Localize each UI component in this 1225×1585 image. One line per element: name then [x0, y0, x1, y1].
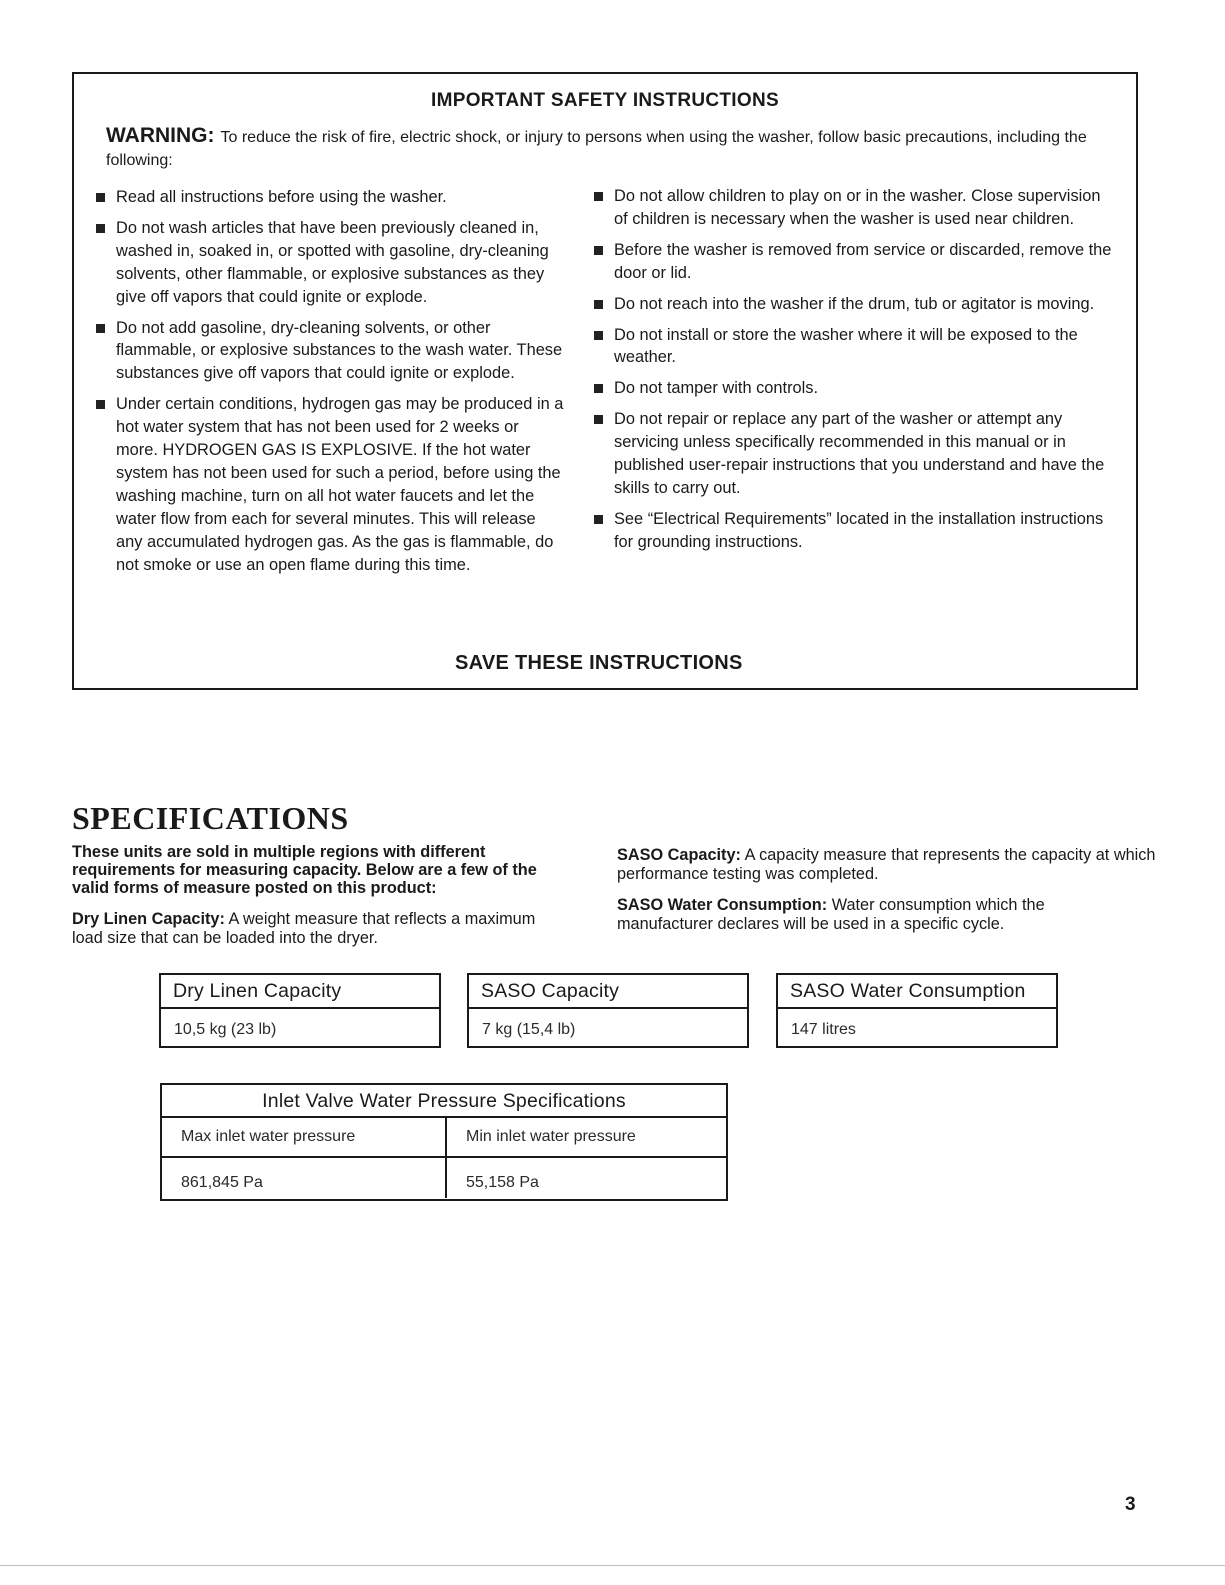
table-cell: 55,158 Pa — [465, 1174, 539, 1191]
inlet-pressure-table — [160, 1083, 728, 1201]
specifications-intro: These units are sold in multiple regions with different requirements for measuring capacity. Below are a few of the valid forms of measure posted on this product: — [72, 843, 537, 897]
square-bullet-icon — [594, 192, 603, 201]
list-item: Do not add gasoline, dry-cleaning solvents, or other flammable, or explosive substances to the wash water. These substances give off vapors that could ignite or explode. — [94, 317, 564, 386]
square-bullet-icon — [594, 415, 603, 424]
table-cell: 861,845 Pa — [162, 1158, 447, 1198]
definition-term: SASO Water Consumption: — [617, 896, 828, 914]
definition-term: SASO Capacity: — [617, 846, 741, 864]
definition-text: A capacity measure that represents the capacity at which performance testing was completed. — [617, 846, 1156, 883]
table-cell: 10,5 kg (23 lb) — [174, 1021, 277, 1038]
square-bullet-icon — [594, 300, 603, 309]
table-row — [162, 1158, 726, 1198]
square-bullet-icon — [594, 515, 603, 524]
list-item: Before the washer is removed from service or discarded, remove the door or lid. — [592, 239, 1117, 285]
list-item: Do not wash articles that have been previously cleaned in, washed in, soaked in, or spotted with gasoline, dry-cleaning solvents, other flammable, or explosive substances as they give off vapors that could ignite or explode. — [94, 217, 564, 309]
saso-capacity-table — [467, 973, 749, 1048]
table-cell: Min inlet water pressure — [465, 1128, 636, 1145]
square-bullet-icon — [594, 331, 603, 340]
list-item: See “Electrical Requirements” located in the installation instructions for grounding instructions. — [592, 508, 1117, 554]
list-item: Do not allow children to play on or in the washer. Close supervision of children is necessary when the washer is used near children. — [592, 185, 1117, 231]
square-bullet-icon — [96, 324, 105, 333]
table-header: SASO Water Consumption — [778, 975, 1056, 1009]
table-cell: Max inlet water pressure — [162, 1118, 447, 1156]
table-header: Dry Linen Capacity — [161, 975, 439, 1009]
square-bullet-icon — [594, 384, 603, 393]
table-header: Inlet Valve Water Pressure Specifications — [162, 1085, 726, 1118]
square-bullet-icon — [594, 246, 603, 255]
safety-instructions-box — [72, 72, 1138, 690]
table-cell: 147 litres — [791, 1021, 856, 1038]
warning-paragraph — [106, 124, 1116, 172]
list-item: Read all instructions before using the washer. — [94, 186, 564, 209]
square-bullet-icon — [96, 193, 105, 202]
list-item: Do not reach into the washer if the drum, tub or agitator is moving. — [592, 293, 1117, 316]
list-item: Under certain conditions, hydrogen gas may be produced in a hot water system that has not been used for 2 weeks or more. HYDROGEN GAS IS EXPLOSIVE. If the hot water system has not been used for such a period, before using the washing machine, turn on all hot water faucets and let the water flow from each for several minutes. This will release any accumulated hydrogen gas. As the gas is flammable, do not smoke or use an open flame during this time. — [94, 393, 564, 576]
save-instructions-heading: SAVE THESE INSTRUCTIONS — [455, 652, 743, 674]
saso-water-definition — [617, 896, 1137, 934]
square-bullet-icon — [96, 400, 105, 409]
definition-text: A weight measure that reflects a maximum load size that can be loaded into the dryer. — [72, 910, 536, 947]
table-row — [162, 1118, 726, 1158]
safety-title: IMPORTANT SAFETY INSTRUCTIONS — [431, 90, 779, 111]
definition-text: Water consumption which the manufacturer declares will be used in a specific cycle. — [617, 896, 1045, 933]
list-item: Do not repair or replace any part of the washer or attempt any servicing unless specifically recommended in this manual or in published user-repair instructions that you understand and have the skills to carry out. — [592, 408, 1117, 500]
dry-linen-definition — [72, 910, 542, 948]
saso-capacity-definition — [617, 846, 1157, 884]
table-cell: 7 kg (15,4 lb) — [482, 1021, 576, 1038]
table-header: SASO Capacity — [469, 975, 747, 1009]
safety-right-column — [592, 185, 1117, 562]
specifications-heading: SPECIFICATIONS — [72, 800, 349, 836]
saso-water-consumption-table — [776, 973, 1058, 1048]
square-bullet-icon — [96, 224, 105, 233]
list-item: Do not tamper with controls. — [592, 377, 1117, 400]
page-number: 3 — [1125, 1494, 1136, 1515]
safety-left-column — [94, 186, 564, 585]
page-bottom-rule — [0, 1565, 1225, 1566]
dry-linen-capacity-table — [159, 973, 441, 1048]
list-item: Do not install or store the washer where it will be exposed to the weather. — [592, 324, 1117, 370]
warning-text: To reduce the risk of fire, electric shock, or injury to persons when using the washer, follow basic precautions, including the following: — [106, 129, 1087, 169]
warning-label: WARNING: — [106, 124, 215, 147]
definition-term: Dry Linen Capacity: — [72, 910, 225, 928]
